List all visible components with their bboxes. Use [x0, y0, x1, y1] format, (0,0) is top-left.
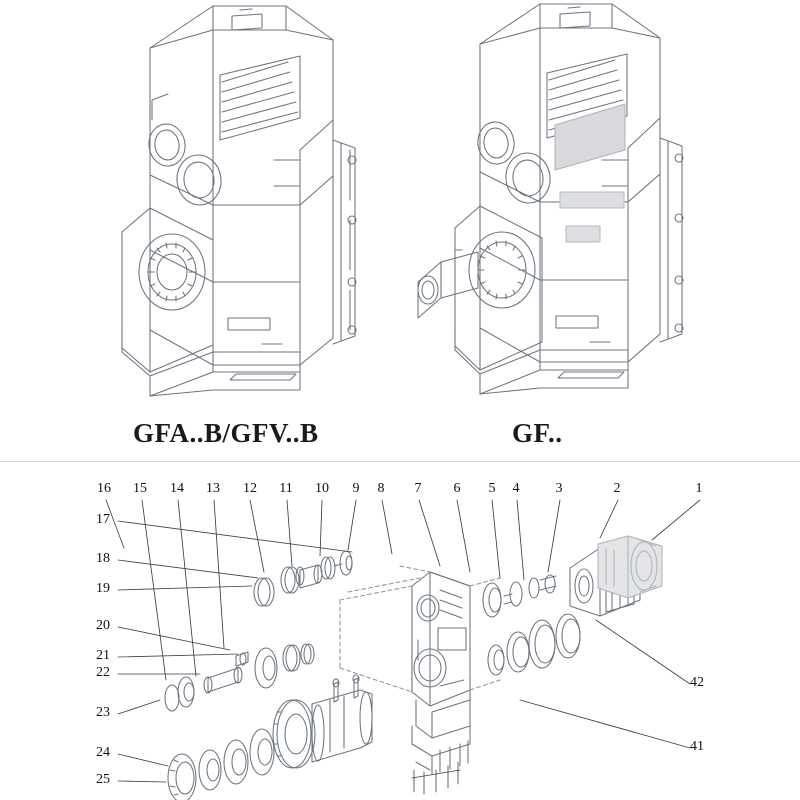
- callout-15: 15: [133, 481, 147, 496]
- gearbox-view-right: [418, 4, 683, 394]
- caption-left-model: GFA..B/GFV..B: [133, 418, 319, 448]
- callout-16: 16: [97, 481, 111, 496]
- callout-19: 19: [96, 581, 110, 596]
- callout-6: 6: [453, 481, 461, 496]
- callout-5: 5: [488, 481, 496, 496]
- gearbox-view-left: [122, 6, 356, 396]
- callout-21: 21: [96, 648, 110, 663]
- callout-22: 22: [96, 665, 110, 680]
- callout-3: 3: [555, 481, 563, 496]
- exploded-assembly: [106, 500, 700, 800]
- callout-17: 17: [96, 512, 110, 527]
- callout-7: 7: [414, 481, 422, 496]
- callout-42: 42: [690, 675, 704, 690]
- callout-11: 11: [279, 481, 293, 496]
- callout-14: 14: [170, 481, 184, 496]
- callout-2: 2: [613, 481, 621, 496]
- callout-18: 18: [96, 551, 110, 566]
- callout-10: 10: [315, 481, 329, 496]
- callout-8: 8: [377, 481, 385, 496]
- callout-9: 9: [352, 481, 360, 496]
- callout-41: 41: [690, 739, 704, 754]
- callout-25: 25: [96, 772, 110, 787]
- callout-1: 1: [695, 481, 703, 496]
- callout-20: 20: [96, 618, 110, 633]
- callout-13: 13: [206, 481, 220, 496]
- section-divider: [0, 461, 800, 462]
- callout-23: 23: [96, 705, 110, 720]
- callout-12: 12: [243, 481, 257, 496]
- callout-24: 24: [96, 745, 110, 760]
- callout-4: 4: [512, 481, 520, 496]
- caption-right-model: GF..: [512, 418, 563, 448]
